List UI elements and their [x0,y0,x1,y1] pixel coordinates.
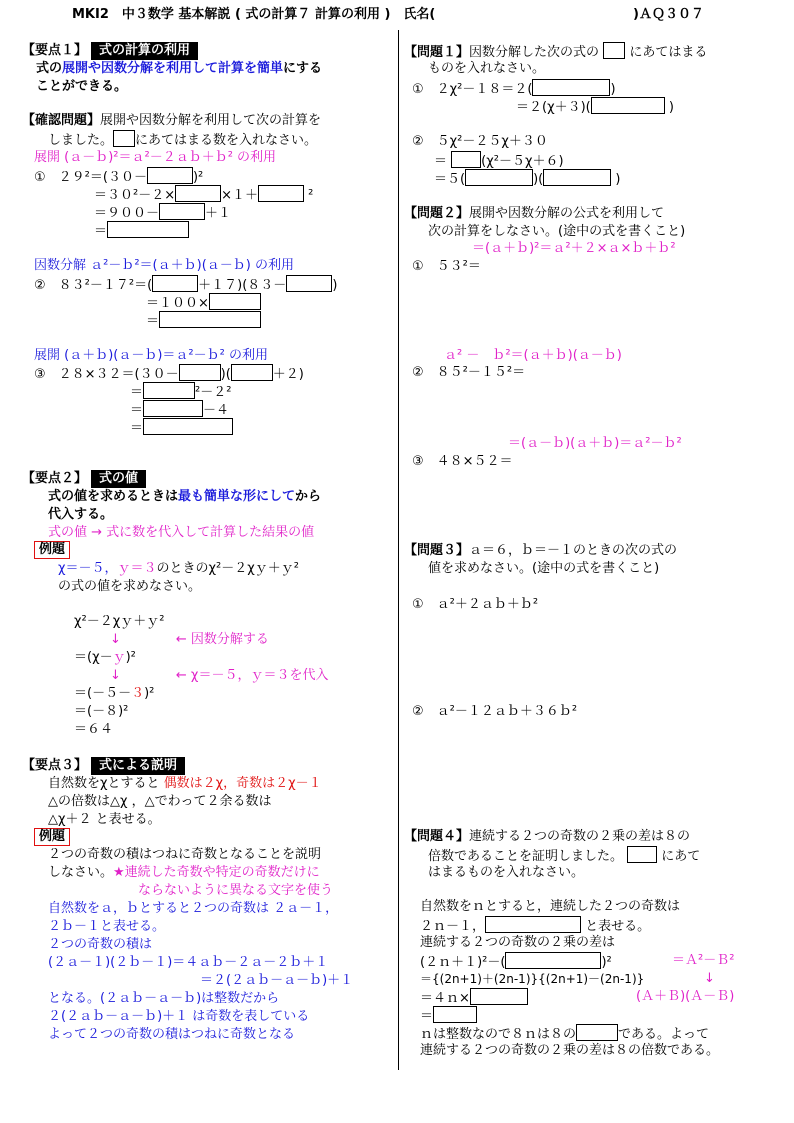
mondai2-formula1: ＝(ａ＋ｂ)²＝ａ²＋２×ａ×ｂ＋ｂ² [472,241,676,256]
q1-blank-5[interactable] [107,221,189,238]
example1-step1: χ²－２χｙ＋ｙ² [74,614,165,629]
point1-heading: 【要点１】 式の計算の利用 [22,42,198,60]
example1-label: 例題 [34,541,70,559]
mondai1-line2: ものを入れなさい。 [428,61,546,76]
kakunin-topic2: 因数分解 ａ²－ｂ²＝(ａ＋ｂ)(ａ－ｂ) の利用 [34,258,294,273]
point3-line2: △の倍数は△χ ，△でわって２余る数は [48,794,272,809]
point2-line3: 式の値 → 式に数を代入して計算した結果の値 [48,525,315,540]
m3-q2: ② ａ²－１２ａｂ＋３６ｂ² [412,704,578,719]
example2-ans7: ２(２ａｂ－ａ－ｂ)＋１ は奇数を表している [48,1009,310,1024]
kakunin-topic1: 展開 (ａ－ｂ)²＝ａ²－２ａｂ＋ｂ² の利用 [34,150,277,165]
point1-label: 式の計算の利用 [91,42,198,60]
example2-ans5: ＝２(２ａｂ－ａ－ｂ)＋１ [200,973,354,988]
q3-blank-3[interactable] [143,382,195,399]
m4-formula-b: (Ａ＋Ｂ)(Ａ－Ｂ) [636,989,735,1004]
example2-ans8: よって２つの奇数の積はつねに奇数となる [48,1027,296,1042]
mondai3-line2: 値を求めなさい。(途中の式を書くこと) [428,561,660,576]
m4-ans3: 連続する２つの奇数の２乗の差は [420,935,616,950]
q1-blank-4[interactable] [159,203,205,220]
example1-step5: ＝(－５－３)² [74,686,155,701]
m1-q2-blank-3[interactable] [543,169,611,186]
mondai2-formula2: ａ² － ｂ²＝(ａ＋ｂ)(ａ－ｂ) [444,348,622,363]
kakunin-line2: しました。 にあてはまる数を入れなさい。 [48,130,317,150]
example2-line3: ならないように異なる文字を使う [138,883,334,898]
q3-line1: ③ ２８×３２＝(３０－ )( ＋２) [34,364,304,384]
m2-q3: ③ ４８×５２＝ [412,454,513,469]
q1-line3: ＝９００－ ＋１ [94,203,231,223]
q3-blank-2[interactable] [231,364,273,381]
m2-q2: ② ８５²－１５²＝ [412,365,526,380]
example1-step6: ＝(－８)² [74,704,129,719]
mondai4-line1: 【問題４】連続する２つの奇数の２乗の差は８の [404,829,691,844]
example1-step3: ＝(χ－ｙ)² [74,650,136,665]
m1-q2-line2: ＝ (χ²－５χ＋６) [434,151,564,171]
q3-line2: ＝ ²－２² [130,382,231,402]
m4-ans4: (２ｎ＋１)²－( )² [420,952,612,972]
q2-blank-3[interactable] [209,293,261,310]
m1-q1-blank-1[interactable] [532,79,610,96]
q1-blank-2[interactable] [175,185,221,202]
mondai2-line2: 次の計算をしなさい。(途中の式を書くこと) [428,224,686,239]
point2-line1: 式の値を求めるときは最も簡単な形にしてから [48,489,322,504]
m4-blank-5[interactable] [576,1024,618,1041]
mondai3-line1: 【問題３】ａ＝６，ｂ＝－１のときの次の式の [404,543,678,558]
point3-line3: △χ＋２ と表せる。 [48,812,161,827]
mondai2-formula3: ＝(ａ－ｂ)(ａ＋ｂ)＝ａ²－ｂ² [508,436,682,451]
mondai1-line1: 【問題１】因数分解した次の式の にあてはまる [404,42,707,62]
m2-q1: ① ５３²＝ [412,259,481,274]
m4-arrow: ↓ [704,971,715,986]
example2-ans2: ２ｂ－１と表せる。 [48,919,166,934]
example2-ans4: (２ａ－１)(２ｂ－１)＝４ａｂ－２ａ－２ｂ＋１ [48,955,329,970]
m4-ans8: ｎは整数なので８ｎは８の である。よって [420,1024,709,1044]
q2-line3: ＝ [146,311,261,331]
m1-q2-blank-1[interactable] [451,151,481,168]
example1-step4: ↓ ← χ＝－５，ｙ＝３を代入 [110,668,329,683]
column-divider [398,30,399,1070]
example-blank-box [113,130,135,147]
example1-step2: ↓ ← 因数分解する [110,632,269,647]
q1-blank-3[interactable] [258,185,304,202]
q2-blank-4[interactable] [159,311,261,328]
m4-formula-a: ＝Ａ²－Ｂ² [672,953,735,968]
m4-ans6: ＝４ｎ× [420,988,528,1008]
m4-ans5: ＝{(2n+1)＋(2n-1)}{(2n+1)－(2n-1)} [420,972,645,986]
m4-blank-4[interactable] [433,1006,477,1023]
example1-line2: の式の値を求めなさい。 [58,579,202,594]
m1-q1-line2: ＝２(χ＋３)( ) [516,97,674,117]
m1-q2-line3: ＝５( )( ) [434,169,620,189]
q1-line2: ＝３０²－２× ×１＋ ² [94,185,313,205]
kakunin-topic3: 展開 (ａ＋ｂ)(ａ－ｂ)＝ａ²－ｂ² の利用 [34,348,268,363]
m4-blank-2[interactable] [505,952,601,969]
mondai4-line3: はまるものを入れなさい。 [428,865,585,880]
kakunin-line1: 【確認問題】展開や因数分解を利用して次の計算を [22,113,322,128]
m4-ans1: 自然数をｎとすると，連続した２つの奇数は [420,899,681,914]
q2-line2: ＝１００× [146,293,261,313]
q1-blank-1[interactable] [147,167,193,184]
q3-blank-4[interactable] [143,400,203,417]
q3-blank-1[interactable] [179,364,221,381]
point2-label: 式の値 [91,470,146,488]
m1-q1-line1: ① ２χ²－１８＝２( ) [412,79,616,99]
point3-heading: 【要点３】 式による説明 [22,757,185,775]
q3-blank-5[interactable] [143,418,233,435]
m4-blank-1[interactable] [485,916,581,933]
point2-heading: 【要点２】 式の値 [22,470,146,488]
example2-ans3: ２つの奇数の積は [48,937,153,952]
header-code: )ＡＱ３０７ [633,7,704,22]
point3-line1: 自然数をχとすると 偶数は２χ，奇数は２χ－１ [48,776,322,791]
q2-blank-1[interactable] [152,275,198,292]
m1-q2-blank-2[interactable] [465,169,533,186]
point3-label: 式による説明 [91,757,185,775]
example1-step7: ＝６４ [74,722,114,737]
mondai1-example-box [603,42,625,59]
point1-line1: 式の展開や因数分解を利用して計算を簡単にする [36,61,323,76]
m1-q2-line1: ② ５χ²－２５χ＋３０ [412,134,548,149]
header-title: MKI2 中３数学 基本解説 ( 式の計算７ 計算の利用 ) 氏名( [72,7,436,22]
example2-line1: ２つの奇数の積はつねに奇数となることを説明 [48,847,322,862]
example2-line2: しなさい。★連続した奇数や特定の奇数だけに [48,865,320,880]
q1-line1: ① ２９²＝(３０－ )² [34,167,203,187]
example2-ans1: 自然数をａ，ｂとすると２つの奇数は ２ａ－１， [48,901,339,916]
m4-ans7: ＝ [420,1006,477,1026]
m4-ans2: ２ｎ－１， と表せる。 [420,916,650,936]
m4-ans9: 連続する２つの奇数の２乗の差は８の倍数である。 [420,1043,720,1058]
q2-blank-2[interactable] [286,275,332,292]
mondai4-example-box [627,846,657,863]
example2-ans6: となる。(２ａｂ－ａ－ｂ)は整数だから [48,991,280,1006]
q1-line4: ＝ [94,221,189,241]
m1-q1-blank-2[interactable] [591,97,665,114]
mondai4-line2: 倍数であることを証明しました。 にあて [428,846,700,866]
example1-line1: χ＝－５，ｙ＝３のときのχ²－２χｙ＋ｙ² [58,561,299,576]
m4-blank-3[interactable] [470,988,528,1005]
q2-line1: ② ８３²－１７²＝( ＋１７)(８３－ ) [34,275,337,295]
q3-line4: ＝ [130,418,233,438]
example2-label: 例題 [34,828,70,846]
m3-q1: ① ａ²＋２ａｂ＋ｂ² [412,597,539,612]
q3-line3: ＝ －４ [130,400,229,420]
point2-line2: 代入する。 [48,507,114,522]
point1-line2: ことができる。 [36,79,128,94]
mondai2-line1: 【問題２】展開や因数分解の公式を利用して [404,206,665,221]
